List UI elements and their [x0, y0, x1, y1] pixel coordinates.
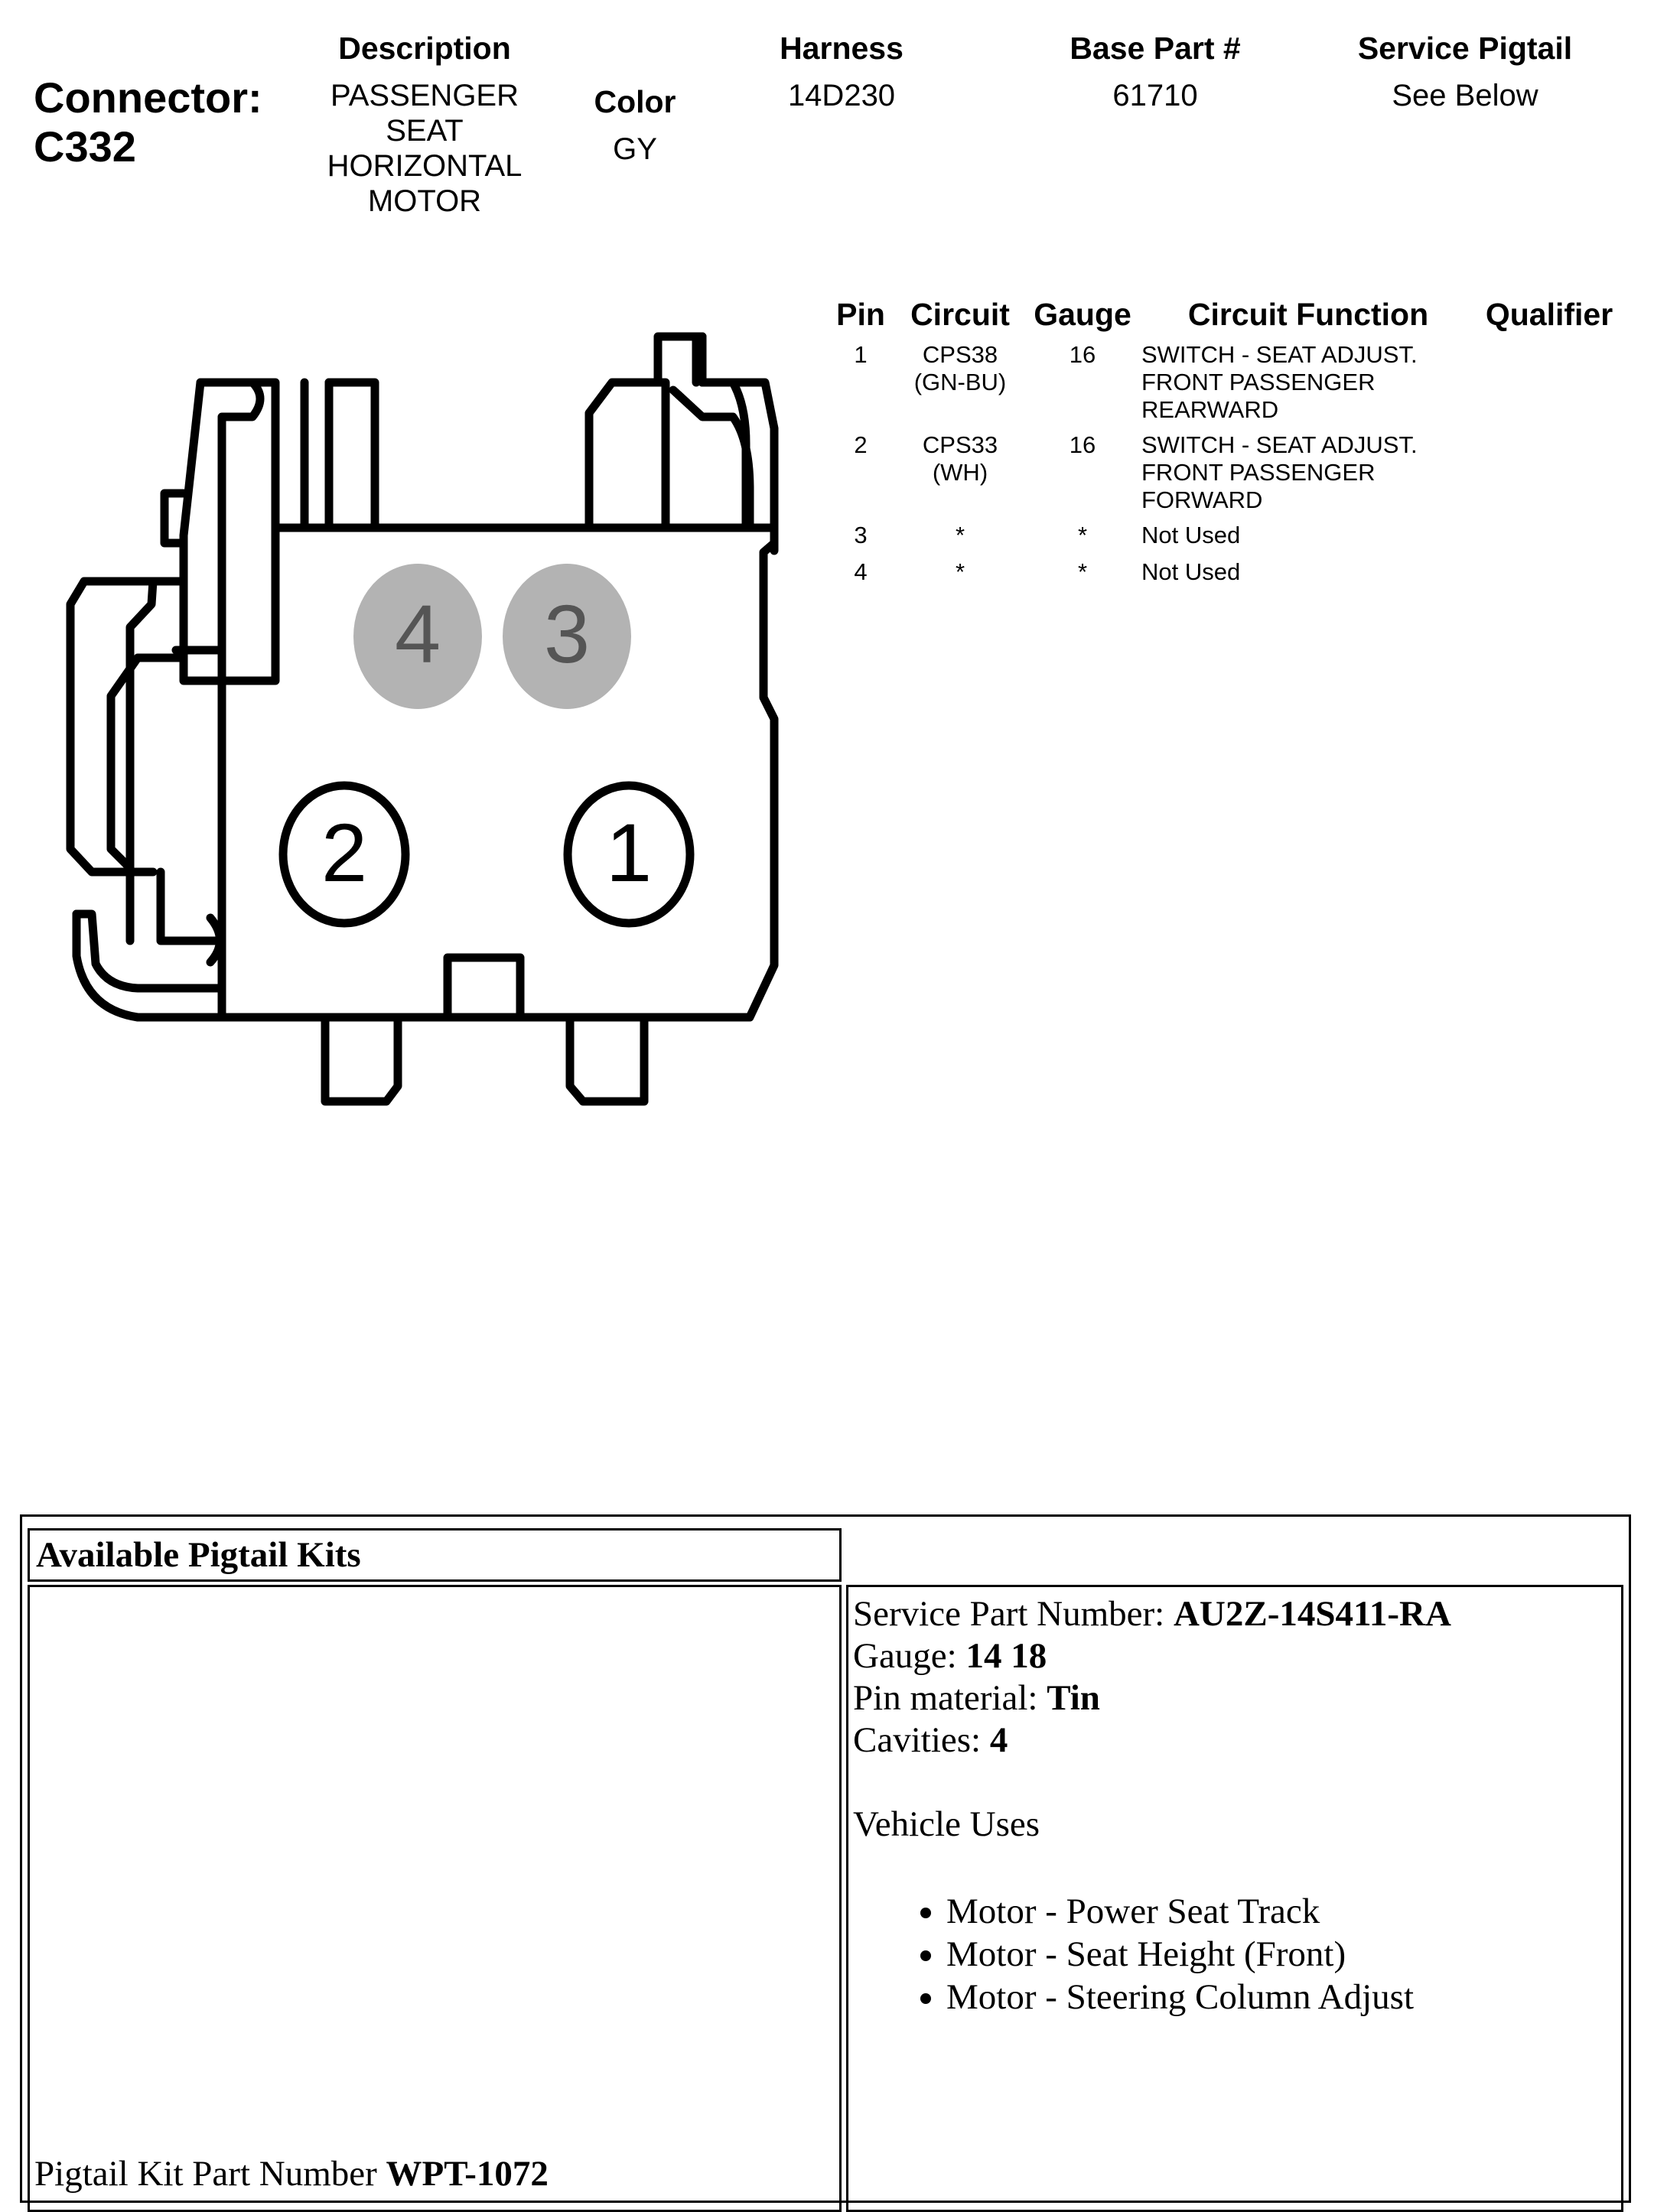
row4-circuit: * [955, 558, 965, 585]
connector-diagram [0, 0, 842, 1147]
qualifier-col-header: Qualifier [1485, 297, 1613, 332]
pin-material-label: Pin material: [853, 1678, 1047, 1718]
row2-gauge: 16 [1069, 431, 1096, 458]
description-line: PASSENGER [330, 79, 519, 112]
function-line: FRONT PASSENGER [1141, 369, 1376, 395]
pin-1-label: 1 [605, 806, 653, 899]
harness-header: Harness [780, 31, 904, 66]
cavity-pin-3 [503, 564, 631, 709]
function-line: SWITCH - SEAT ADJUST. [1141, 431, 1418, 458]
pigtail-kits-title: Available Pigtail Kits [28, 1528, 842, 1582]
kit-part-label: Pigtail Kit Part Number [34, 2154, 386, 2194]
service-pigtail-header: Service Pigtail [1357, 31, 1573, 66]
row3-pin: 3 [854, 522, 868, 548]
kit-details-cell [846, 1585, 1623, 2212]
color-value: GY [613, 132, 657, 166]
list-item: • Motor - Power Seat Track [946, 1890, 1618, 1933]
cavity-pin-1 [568, 786, 690, 923]
description-header: Description [338, 31, 511, 66]
description-line: HORIZONTAL [327, 149, 523, 183]
row4-gauge: * [1077, 558, 1088, 585]
base-part-header: Base Part # [1070, 31, 1241, 66]
row2-pin: 2 [854, 431, 868, 458]
harness-value: 14D230 [787, 79, 896, 112]
pin-material [853, 1677, 1618, 1719]
circuit-line: CPS33 [922, 431, 998, 458]
function-line: REARWARD [1141, 396, 1279, 423]
function-line: FORWARD [1141, 486, 1263, 513]
vehicle-uses-list [853, 1890, 1618, 2018]
kit-image-cell [28, 1585, 842, 2212]
connector-id: C332 [34, 122, 136, 171]
vehicle-uses-label: Vehicle Uses [853, 1804, 1040, 1844]
base-part-value: 61710 [1112, 79, 1198, 112]
description-line: SEAT [386, 114, 464, 148]
cavities-value: 4 [989, 1720, 1008, 1760]
kit-gauge-label: Gauge: [853, 1636, 966, 1676]
row1-pin: 1 [854, 341, 868, 368]
description-line: MOTOR [367, 184, 482, 218]
pin-3-label: 3 [543, 587, 591, 680]
pin-4-label: 4 [394, 587, 441, 680]
service-part-value: AU2Z-14S411-RA [1173, 1594, 1451, 1634]
row3-gauge: * [1077, 522, 1088, 548]
circuit-line: CPS38 [922, 341, 998, 368]
row4-function: Not Used [1141, 558, 1241, 585]
kit-details [853, 1593, 1618, 2018]
cavity-pin-2 [283, 786, 405, 923]
gauge-col-header: Gauge [1034, 297, 1131, 332]
function-col-header: Circuit Function [1187, 297, 1429, 332]
function-line: SWITCH - SEAT ADJUST. [1141, 341, 1418, 368]
list-item: • Motor - Seat Height (Front) [946, 1933, 1618, 1976]
cavities [853, 1719, 1618, 1761]
kit-part-number [34, 2153, 549, 2195]
kit-part-value: WPT-1072 [386, 2154, 549, 2194]
service-part-number [853, 1593, 1618, 1635]
pin-col-header: Pin [836, 297, 885, 332]
service-pigtail-value: See Below [1392, 79, 1538, 112]
connector-housing-outline [70, 337, 774, 1101]
cavity-pin-4 [353, 564, 482, 709]
circuit-line: (GN-BU) [913, 369, 1007, 395]
row2-circuit [895, 431, 1025, 486]
circuit-col-header: Circuit [910, 297, 1010, 332]
kit-gauge [853, 1635, 1618, 1677]
function-line: FRONT PASSENGER [1141, 459, 1376, 486]
row3-circuit: * [955, 522, 965, 548]
connector-label: Connector: [34, 73, 262, 122]
circuit-line: (WH) [932, 459, 988, 486]
row2-function [1141, 431, 1470, 514]
list-item: • Motor - Steering Column Adjust [946, 1976, 1618, 2018]
row1-gauge: 16 [1069, 341, 1096, 368]
cavities-label: Cavities: [853, 1720, 990, 1760]
row3-function: Not Used [1141, 522, 1241, 548]
row4-pin: 4 [854, 558, 868, 585]
color-header: Color [594, 84, 676, 119]
pin-material-value: Tin [1047, 1678, 1100, 1718]
row1-function [1141, 341, 1470, 424]
service-part-label: Service Part Number: [853, 1594, 1174, 1634]
row1-circuit [895, 341, 1025, 396]
pin-2-label: 2 [321, 806, 368, 899]
kit-gauge-value: 14 18 [965, 1636, 1047, 1676]
